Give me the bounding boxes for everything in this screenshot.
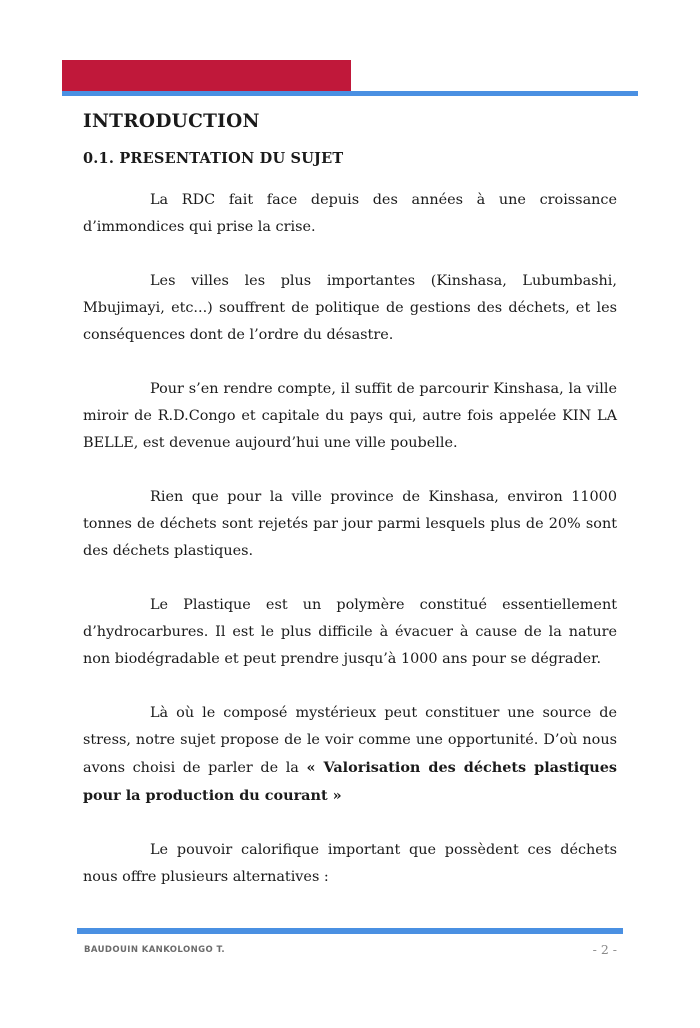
paragraph-5: Le Plastique est un polymère constitué essentiellement d’hydrocarbures. Il est le plus difficile à évacuer à cause de la nature non biodégradable et peut prendre jusqu’à 1000 ans pour se dégrader.: [83, 597, 617, 667]
section-heading: 0.1. PRESENTATION DU SUJET: [83, 150, 344, 167]
header-red-bar: [62, 60, 351, 92]
footer-blue-rule: [77, 928, 623, 934]
paragraph-2: Les villes les plus importantes (Kinshasa, Lubumbashi, Mbujimayi, etc...) souffrent de politique de gestions des déchets, et les conséquences dont de l’ordre du désastre.: [83, 273, 617, 343]
paragraph-6-text: Là où le composé mystérieux peut constituer une source de stress, notre sujet propose de le voir comme une opportunité. D’où nous avons choisi de parler de la: [83, 705, 617, 776]
body-text: [83, 187, 617, 918]
page-number: - 2 -: [592, 942, 617, 957]
paragraph-6: [83, 700, 617, 810]
paragraph-3: Pour s’en rendre compte, il suffit de parcourir Kinshasa, la ville miroir de R.D.Congo et capitale du pays qui, autre fois appelée KIN LA BELLE, est devenue aujourd’hui une ville poubelle.: [83, 381, 617, 451]
paragraph-1: La RDC fait face depuis des années à une croissance d’immondices qui prise la crise.: [83, 192, 617, 235]
paragraph-7: Le pouvoir calorifique important que possèdent ces déchets nous offre plusieurs alternatives :: [83, 842, 617, 885]
paragraph-4: Rien que pour la ville province de Kinshasa, environ 11000 tonnes de déchets sont rejetés par jour parmi lesquels plus de 20% sont des déchets plastiques.: [83, 489, 617, 559]
footer-author: BAUDOUIN KANKOLONGO T.: [84, 945, 225, 955]
paragraph-6-subject-title: « Valorisation des déchets plastiques pour la production du courant »: [83, 759, 617, 804]
header-blue-rule: [62, 91, 638, 96]
page-title: INTRODUCTION: [83, 111, 260, 132]
